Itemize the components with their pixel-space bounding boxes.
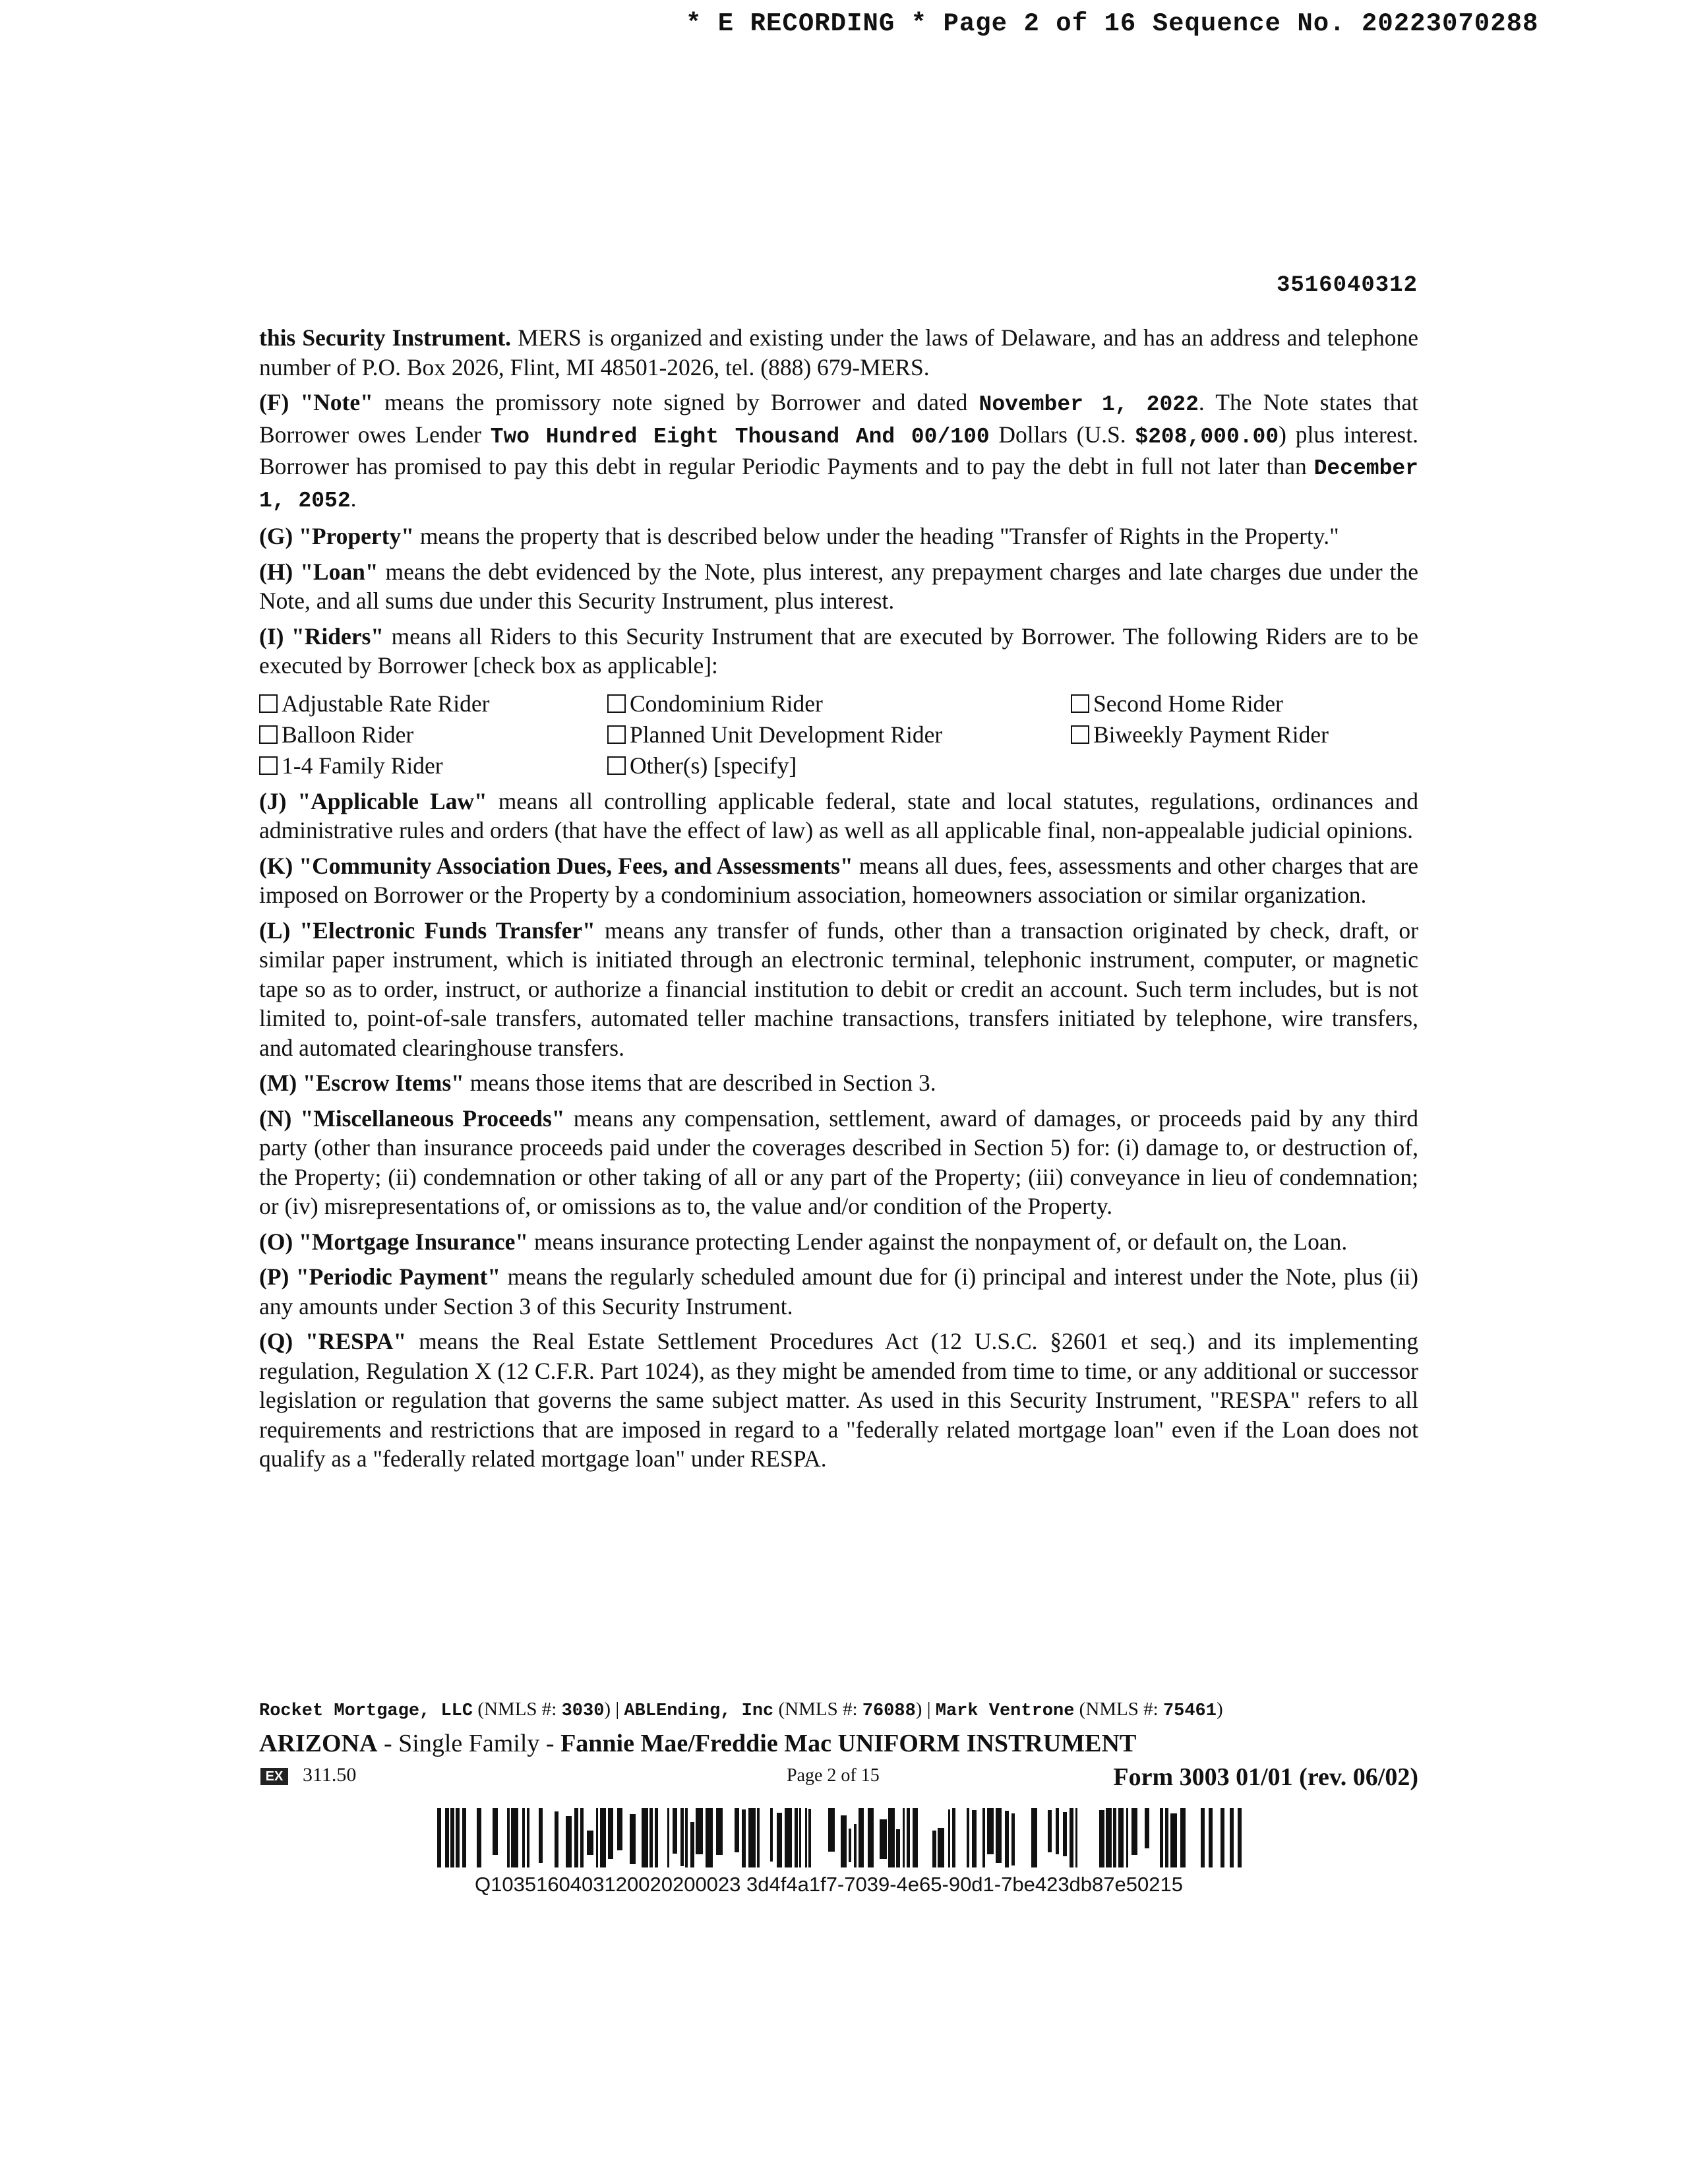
definition-term: (L) "Electronic Funds Transfer" bbox=[259, 917, 595, 944]
note-text-5: . bbox=[350, 485, 357, 512]
loan-originator-name: Mark Ventrone bbox=[935, 1701, 1075, 1721]
checkbox-icon[interactable] bbox=[259, 694, 278, 713]
rider-option[interactable] bbox=[607, 719, 1071, 750]
nmls-label: (NMLS #: bbox=[473, 1699, 562, 1720]
checkbox-icon[interactable] bbox=[1071, 725, 1089, 744]
rider-label: Planned Unit Development Rider bbox=[630, 721, 943, 748]
state-name: ARIZONA bbox=[259, 1730, 378, 1757]
loan-number: 3516040312 bbox=[1276, 273, 1418, 298]
definition-term: (G) "Property" bbox=[259, 523, 414, 549]
rider-label: Biweekly Payment Rider bbox=[1093, 721, 1329, 748]
rider-label: Second Home Rider bbox=[1093, 690, 1283, 717]
definition-text: means all controlling applicable federal, state and local statutes, regulations, ordinances and administrative rules and orders (that have the effect of law) as well as all applicable final, non-appealable judicial opinions. bbox=[259, 787, 1418, 843]
rider-option[interactable] bbox=[259, 688, 607, 719]
nmls-id: 75461 bbox=[1162, 1701, 1217, 1721]
barcode-text: Q1035160403120020200023 3d4f4a1f7-7039-4e65-90d1-7be423db87e50215 bbox=[475, 1873, 1183, 1896]
definition-note bbox=[259, 388, 1418, 516]
checkbox-icon[interactable] bbox=[607, 756, 626, 775]
definition-term: (M) "Escrow Items" bbox=[259, 1070, 464, 1096]
ex-logo: EX bbox=[260, 1768, 288, 1785]
definition-paragraph bbox=[259, 1227, 1418, 1257]
nmls-label: (NMLS #: bbox=[773, 1699, 862, 1720]
nmls-id: 76088 bbox=[862, 1701, 916, 1721]
lender-name: ABLEnding, Inc bbox=[624, 1701, 774, 1721]
rider-option[interactable] bbox=[1071, 719, 1418, 750]
definition-text: means the property that is described below under the heading "Transfer of Rights in the Property." bbox=[413, 523, 1339, 549]
document-body bbox=[259, 323, 1418, 1480]
definition-text: means all Riders to this Security Instrument that are executed by Borrower. The following Riders are to be executed by Borrower [check box as applicable]: bbox=[259, 622, 1418, 679]
checkbox-icon[interactable] bbox=[607, 725, 626, 744]
intro-bold-lead: this Security Instrument. bbox=[259, 324, 512, 351]
definition-paragraph bbox=[259, 1104, 1418, 1221]
definition-term: (K) "Community Association Dues, Fees, and Assessments" bbox=[259, 852, 853, 879]
form-number: Form 3003 01/01 (rev. 06/02) bbox=[1113, 1763, 1418, 1791]
definition-term: (P) "Periodic Payment" bbox=[259, 1263, 501, 1290]
definition-paragraph bbox=[259, 557, 1418, 616]
definition-paragraph bbox=[259, 916, 1418, 1063]
definition-paragraph bbox=[259, 1327, 1418, 1474]
definition-paragraph bbox=[259, 1068, 1418, 1098]
definition-text: means the Real Estate Settlement Procedures Act (12 U.S.C. §2601 et seq.) and its implementing regulation, Regulation X (12 C.F.R. Part 1024), as they might be amended from time to time, or any additional or successor legislation or regulation that governs the same subject matter. As used in this Security Instrument, "RESPA" refers to all requirements and restrictions that are imposed in regard to a "federally related mortgage loan" even if the Loan does not qualify as a "federally related mortgage loan" under RESPA. bbox=[259, 1328, 1418, 1472]
rider-label: Condominium Rider bbox=[630, 690, 823, 717]
note-date: November 1, 2022 bbox=[979, 392, 1199, 417]
recording-header: * E RECORDING * Page 2 of 16 Sequence No. 20223070288 bbox=[686, 9, 1539, 38]
rider-label: Other(s) [specify] bbox=[630, 752, 797, 779]
definition-paragraph bbox=[259, 1262, 1418, 1321]
rider-label: 1-4 Family Rider bbox=[282, 752, 443, 779]
definition-paragraph bbox=[259, 851, 1418, 910]
definition-text: means the debt evidenced by the Note, plus interest, any prepayment charges and late charges due under the Note, and all sums due under this Security Instrument, plus interest. bbox=[259, 558, 1418, 614]
note-maturity-date: December 1, 2052 bbox=[259, 456, 1418, 513]
nmls-label: (NMLS #: bbox=[1074, 1699, 1163, 1720]
barcode-image bbox=[437, 1808, 1243, 1867]
riders-checklist bbox=[259, 688, 1418, 781]
form-title-line bbox=[259, 1729, 1136, 1758]
definition-term: (O) "Mortgage Insurance" bbox=[259, 1228, 529, 1255]
note-amount-words: Two Hundred Eight Thousand And 00/100 bbox=[490, 424, 990, 449]
definition-term: (F) "Note" bbox=[259, 389, 373, 415]
definition-term: (H) "Loan" bbox=[259, 558, 378, 585]
definitions-group-b bbox=[259, 787, 1418, 1474]
separator: ) bbox=[1216, 1699, 1223, 1720]
lender-name: Rocket Mortgage, LLC bbox=[259, 1701, 473, 1721]
rider-option[interactable] bbox=[1071, 688, 1418, 719]
definition-paragraph bbox=[259, 787, 1418, 845]
rider-option[interactable] bbox=[607, 688, 1071, 719]
form-type: - Single Family - bbox=[377, 1730, 561, 1757]
form-footer-row bbox=[259, 1763, 1418, 1793]
separator: ) | bbox=[604, 1699, 624, 1720]
separator: ) | bbox=[915, 1699, 936, 1720]
definition-text: means any transfer of funds, other than a transaction originated by check, draft, or similar paper instrument, which is initiated through an electronic terminal, telephonic instrument, computer, or magnetic tape so as to order, instruct, or authorize a financial institution to debit or credit an account. Such term includes, but is not limited to, point-of-sale transfers, automated teller machine transactions, transfers initiated by telephone, wire transfers, and automated clearinghouse transfers. bbox=[259, 917, 1419, 1061]
nmls-id: 3030 bbox=[561, 1701, 605, 1721]
definitions-group-a bbox=[259, 522, 1418, 681]
note-text-4: ) plus interest. Borrower has promised to pay this debt in regular Periodic Payments and to pay the debt in full not later than bbox=[259, 421, 1418, 479]
intro-paragraph bbox=[259, 323, 1418, 382]
intro-text: MERS is organized and existing under the laws of Delaware, and has an address and telephone number of P.O. Box 2026, Flint, MI 48501-2026, tel. (888) 679-MERS. bbox=[259, 324, 1418, 380]
checkbox-icon[interactable] bbox=[607, 694, 626, 713]
definition-term: (N) "Miscellaneous Proceeds" bbox=[259, 1105, 565, 1132]
definition-term: (Q) "RESPA" bbox=[259, 1328, 407, 1354]
note-text-1: means the promissory note signed by Borrower and dated bbox=[373, 389, 979, 415]
definition-term: (J) "Applicable Law" bbox=[259, 787, 487, 814]
definition-text: means those items that are described in Section 3. bbox=[464, 1070, 936, 1096]
instrument-name: Fannie Mae/Freddie Mac UNIFORM INSTRUMENT bbox=[560, 1730, 1137, 1757]
rider-label: Adjustable Rate Rider bbox=[282, 690, 490, 717]
definition-paragraph bbox=[259, 622, 1418, 681]
definition-text: means any compensation, settlement, award of damages, or proceeds paid by any third party (other than insurance proceeds paid under the coverages described in Section 5) for: (i) damage to, or destruction of, the Property; (ii) condemnation or other taking of all or any part of the Property; (iii) conveyance in lieu of condemnation; or (iv) misrepresentations of, or omissions as to, the value and/or condition of the Property. bbox=[259, 1105, 1418, 1219]
note-amount: $208,000.00 bbox=[1135, 424, 1279, 449]
checkbox-icon[interactable] bbox=[1071, 694, 1089, 713]
rider-label: Balloon Rider bbox=[282, 721, 414, 748]
rider-option[interactable] bbox=[259, 719, 607, 750]
checkbox-icon[interactable] bbox=[259, 756, 278, 775]
definition-term: (I) "Riders" bbox=[259, 622, 384, 650]
page-number: Page 2 of 15 bbox=[787, 1765, 880, 1786]
definition-text: means the regularly scheduled amount due for (i) principal and interest under the Note, plus (ii) any amounts under Section 3 of this Security Instrument. bbox=[259, 1263, 1418, 1320]
definition-paragraph bbox=[259, 522, 1418, 551]
rider-option[interactable] bbox=[607, 750, 1071, 781]
note-text-3: Dollars (U.S. bbox=[989, 421, 1135, 448]
note-text-2: . The Note states that Borrower owes Lender bbox=[259, 389, 1418, 448]
definition-text: means all dues, fees, assessments and other charges that are imposed on Borrower or the Property by a condominium association, homeowners association or similar organization. bbox=[259, 852, 1419, 908]
definition-text: means insurance protecting Lender against the nonpayment of, or default on, the Loan. bbox=[528, 1228, 1348, 1255]
checkbox-icon[interactable] bbox=[259, 725, 278, 744]
form-code: 311.50 bbox=[303, 1764, 357, 1786]
lender-line bbox=[259, 1699, 1418, 1721]
rider-option[interactable] bbox=[259, 750, 607, 781]
